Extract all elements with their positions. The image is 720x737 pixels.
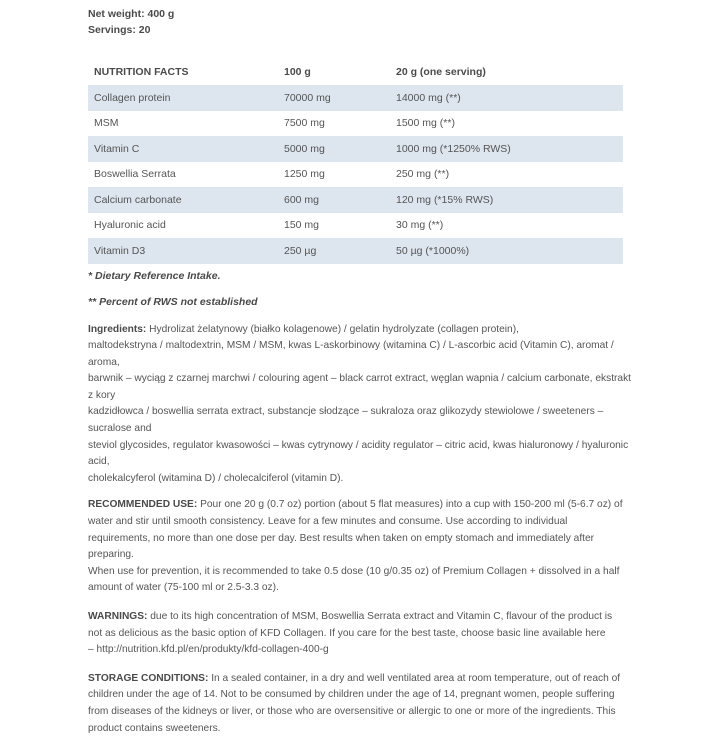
table-row xyxy=(88,162,623,188)
table-cell: Hyaluronic acid xyxy=(94,219,166,232)
recommended-use-section xyxy=(88,497,624,597)
table-cell: 1500 mg (**) xyxy=(396,117,455,130)
table-header-cell: 20 g (one serving) xyxy=(396,65,486,78)
ingredients-text: cholekalcyferol (witamina D) / cholecalciferol (vitamin D). xyxy=(88,472,344,484)
table-row xyxy=(88,136,623,162)
servings: Servings: 20 xyxy=(88,24,151,36)
table-cell: 5000 mg xyxy=(278,136,390,162)
table-row xyxy=(88,213,623,239)
table-cell: 250 mg (**) xyxy=(396,168,450,181)
recommended-use-text: When use for prevention, it is recommended to take 0.5 dose (10 g/0.35 oz) of Premium Collagen + dissolved in a half xyxy=(88,565,620,577)
ingredients-label: Ingredients: xyxy=(88,323,147,335)
ingredients-text: barwnik – wyciąg z czarnej marchwi / colouring agent – black carrot extract, węglan wapnia / calcium carbonate, ekstrakt xyxy=(88,373,632,385)
table-cell: 7500 mg xyxy=(284,117,325,130)
table-cell: 1000 mg (*1250% RWS) xyxy=(390,136,623,162)
table-cell: 30 mg (**) xyxy=(396,219,444,232)
table-row xyxy=(88,187,623,213)
collagen-product-link[interactable]: – http://nutrition.kfd.pl/en/produkty/kfd-collagen-400-g xyxy=(88,644,329,656)
nutrition-table xyxy=(88,58,623,264)
table-cell: 120 mg (*15% RWS) xyxy=(390,187,623,213)
dri-footnote: * Dietary Reference Intake. xyxy=(88,269,221,282)
recommended-use-text: amount of water (75-100 ml or 2.5-3.3 oz). xyxy=(88,582,279,594)
table-cell: 600 mg xyxy=(278,187,390,213)
recommended-use-text: requirements, no more than one dose per day. Best results when taken on empty stomach and immediately after xyxy=(88,532,595,544)
table-cell: Vitamin C xyxy=(88,136,278,162)
recommended-use-text: preparing. xyxy=(88,549,134,561)
rws-footnote: ** Percent of RWS not established xyxy=(88,295,258,308)
table-cell: 50 µg (*1000%) xyxy=(390,238,623,264)
table-header-cell: 100 g xyxy=(284,65,311,78)
table-cell: MSM xyxy=(94,117,119,130)
table-row xyxy=(88,238,623,264)
table-header-row xyxy=(88,58,623,85)
ingredients-text: acid, xyxy=(88,456,110,468)
table-cell: 150 mg xyxy=(284,219,320,232)
table-header-cell: NUTRITION FACTS xyxy=(94,65,189,78)
table-cell: Vitamin D3 xyxy=(88,238,278,264)
recommended-use-label: RECOMMENDED USE: xyxy=(88,499,198,511)
storage-conditions-section xyxy=(88,671,624,737)
ingredients-text: kadzidłowca / boswellia serrata extract, substancje słodzące – sukraloza oraz glikozydy stewiolowe / sweeteners – xyxy=(88,406,604,418)
table-cell: Calcium carbonate xyxy=(88,187,278,213)
table-cell: Boswellia Serrata xyxy=(94,168,176,181)
storage-conditions-label: STORAGE CONDITIONS: xyxy=(88,672,209,684)
table-cell: 70000 mg xyxy=(278,85,390,111)
table-cell: 250 µg xyxy=(278,238,390,264)
table-cell: Collagen protein xyxy=(88,85,278,111)
table-cell: 1250 mg xyxy=(284,168,325,181)
table-row xyxy=(88,111,623,137)
recommended-use-text: water and stir until smooth consistency. Leave for a few minutes and consume. Use according to individual xyxy=(88,516,568,528)
ingredients-text: steviol glycosides, regulator kwasowości – kwas cytrynowy / acidity regulator – citric acid, kwas hialuronowy / hyaluronic xyxy=(88,439,629,451)
table-cell: 14000 mg (**) xyxy=(390,85,623,111)
storage-conditions-text: product contains sweeteners. xyxy=(88,722,221,734)
storage-conditions-text: children under the age of 14. Not to be consumed by children under the age of 14, pregnant women, people suffering xyxy=(88,689,615,701)
product-meta xyxy=(88,0,624,38)
ingredients-text: Hydrolizat żelatynowy (białko kolagenowe) / gelatin hydrolyzate (collagen protein), xyxy=(146,323,519,335)
warnings-label: WARNINGS: xyxy=(88,611,148,622)
ingredients-text: sucralose and xyxy=(88,423,152,435)
ingredients-text: aroma, xyxy=(88,356,120,368)
warnings-text: due to its high concentration of MSM, Boswellia Serrata extract and Vitamin C, flavour of the product is xyxy=(147,611,613,622)
ingredients-text: maltodekstryna / maltodextrin, MSM / MSM, kwas L-askorbinowy (witamina C) / L-ascorbic acid (Vitamin C), aromat / xyxy=(88,340,614,352)
ingredients-section xyxy=(88,322,632,488)
net-weight: Net weight: 400 g xyxy=(88,8,175,20)
warnings-text: not as delicious as the basic option of KFD Collagen. If you care for the best taste, choose basic line available here xyxy=(88,627,606,639)
warnings-section xyxy=(88,609,624,659)
recommended-use-text: Pour one 20 g (0.7 oz) portion (about 5 flat measures) into a cup with 150-200 ml (5-6.7 oz) of xyxy=(197,499,623,511)
storage-conditions-text: In a sealed container, in a dry and well ventilated area at room temperature, out of reach of xyxy=(208,672,621,684)
ingredients-text: z kory xyxy=(88,389,116,401)
table-row xyxy=(88,85,623,111)
storage-conditions-text: from diseases of the kidneys or liver, or those who are oversensitive or allergic to one or more of the ingredients. This xyxy=(88,705,616,717)
